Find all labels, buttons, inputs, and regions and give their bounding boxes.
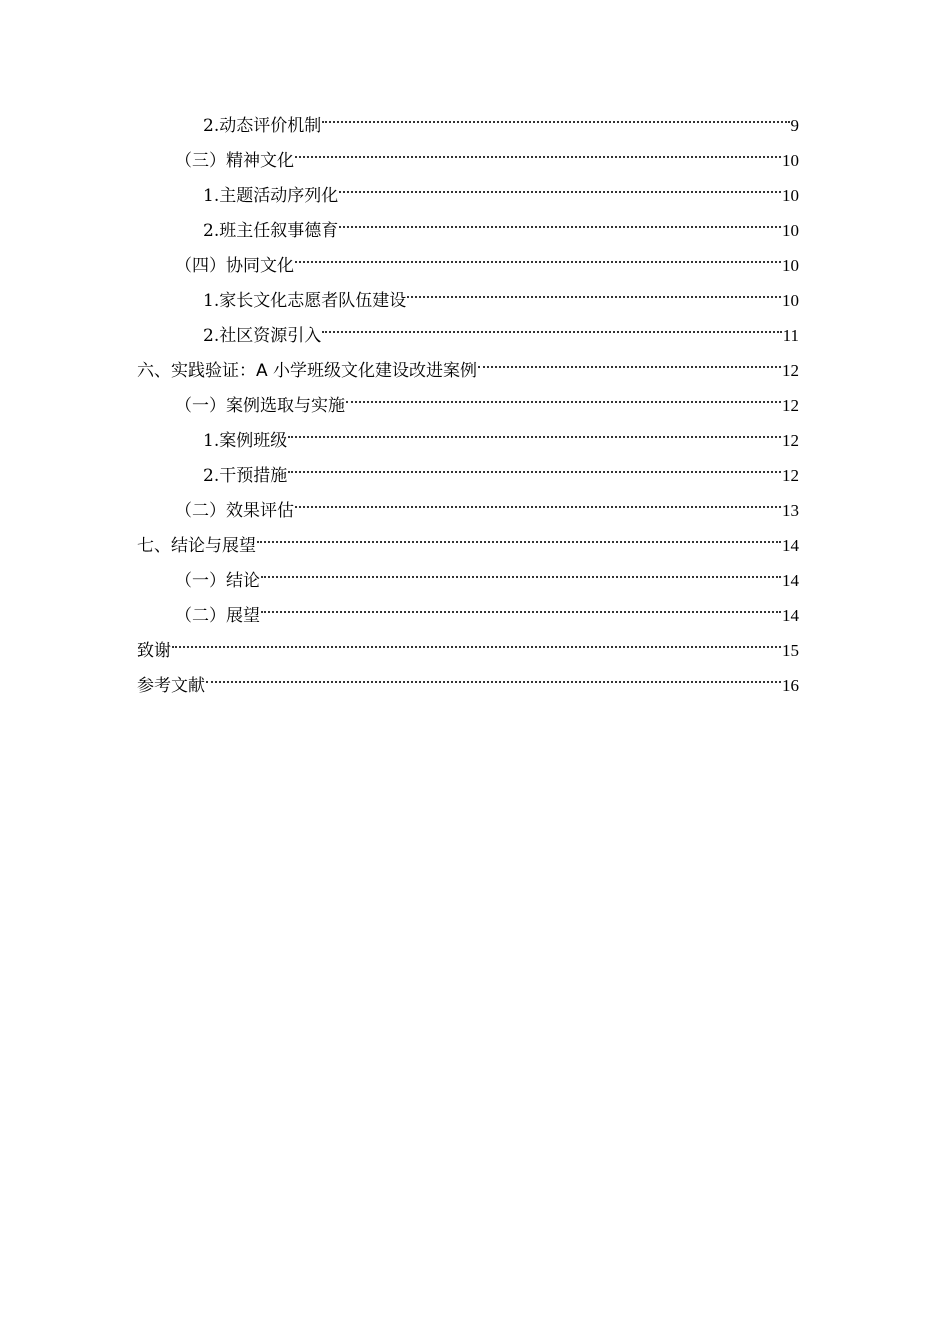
toc-entry-page: 15 [782,641,799,660]
toc-leader-dots [261,575,781,578]
toc-entry[interactable] [137,178,799,213]
toc-entry[interactable] [137,388,799,423]
toc-entry[interactable] [137,318,799,353]
toc-entry-title: 2.社区资源引入 [203,326,322,346]
toc-entry[interactable] [137,213,799,248]
toc-entry[interactable] [137,668,799,703]
toc-entry-title: （二）展望 [175,606,260,626]
toc-entry-title: （三）精神文化 [175,151,294,171]
toc-leader-dots [295,260,781,263]
toc-entry[interactable] [137,493,799,528]
toc-entry-title: （二）效果评估 [175,501,294,521]
toc-entry-title: 致谢 [137,641,171,661]
toc-entry-page: 12 [782,396,799,415]
toc-entry-page: 10 [782,291,799,310]
toc-leader-dots [322,120,789,123]
toc-entry-title: （四）协同文化 [175,256,294,276]
toc-entry-page: 14 [782,536,799,555]
toc-entry-title: 七、结论与展望 [137,536,256,556]
toc-leader-dots [407,295,781,298]
toc-leader-dots [172,645,781,648]
toc-leader-dots [206,680,781,683]
toc-leader-dots [322,330,781,333]
toc-entry[interactable] [137,143,799,178]
toc-entry-title: 2.干预措施 [203,466,288,486]
toc-entry[interactable] [137,248,799,283]
toc-entry[interactable] [137,353,799,388]
toc-entry-page: 11 [782,326,799,345]
toc-entry-title: 1.案例班级 [203,431,288,451]
toc-leader-dots [295,505,781,508]
toc-entry-title: 1.家长文化志愿者队伍建设 [203,291,407,311]
toc-entry-page: 12 [782,466,799,485]
toc-entry-page: 14 [782,571,799,590]
toc-entry-title: （一）结论 [175,571,260,591]
toc-entry[interactable] [137,423,799,458]
toc-leader-dots [295,155,781,158]
toc-entry[interactable] [137,633,799,668]
toc-entry-title: 2.班主任叙事德育 [203,221,339,241]
toc-leader-dots [339,225,781,228]
toc-entry-title: 六、实践验证：A 小学班级文化建设改进案例 [137,361,478,381]
toc-leader-dots [288,470,781,473]
toc-entry[interactable] [137,528,799,563]
toc-entry-page: 12 [782,431,799,450]
toc-entry-page: 10 [782,256,799,275]
toc-entry-title: 1.主题活动序列化 [203,186,339,206]
toc-entry[interactable] [137,283,799,318]
toc-leader-dots [261,610,781,613]
toc-entry-page: 10 [782,186,799,205]
toc-leader-dots [257,540,781,543]
toc-entry-page: 13 [782,501,799,520]
toc-entry-page: 14 [782,606,799,625]
toc-entry-title: 参考文献 [137,676,205,696]
toc-entry-page: 10 [782,221,799,240]
table-of-contents [137,108,799,703]
toc-entry-page: 9 [790,116,799,135]
toc-entry[interactable] [137,458,799,493]
toc-entry[interactable] [137,108,799,143]
toc-entry-page: 16 [782,676,799,695]
toc-leader-dots [478,365,781,368]
toc-entry[interactable] [137,598,799,633]
toc-leader-dots [288,435,781,438]
toc-leader-dots [346,400,781,403]
toc-leader-dots [339,190,781,193]
toc-entry-title: 2.动态评价机制 [203,116,322,136]
toc-entry-page: 12 [782,361,799,380]
toc-entry-title: （一）案例选取与实施 [175,396,345,416]
toc-entry[interactable] [137,563,799,598]
toc-entry-page: 10 [782,151,799,170]
